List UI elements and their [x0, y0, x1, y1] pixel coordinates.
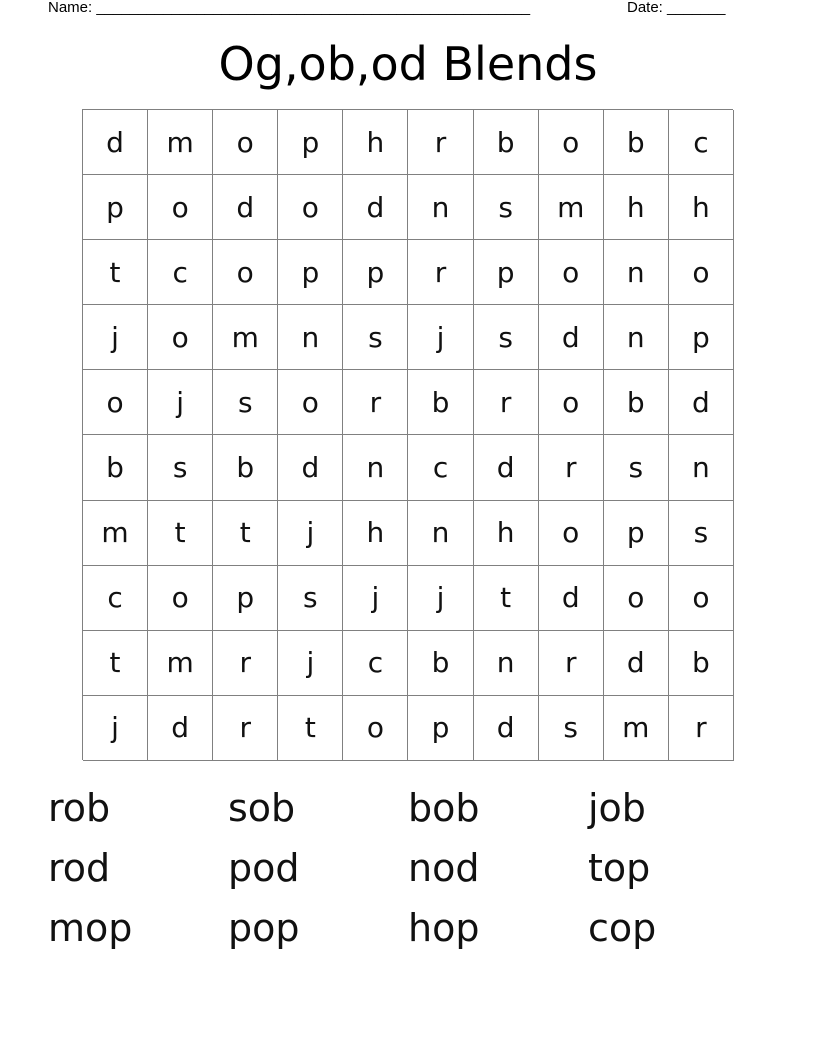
- grid-cell: o: [539, 110, 604, 175]
- grid-cell: t: [83, 240, 148, 305]
- grid-cell: n: [408, 501, 473, 566]
- grid-cell: p: [604, 501, 669, 566]
- grid-cell: b: [604, 110, 669, 175]
- grid-cell: t: [213, 501, 278, 566]
- grid-cell: d: [604, 631, 669, 696]
- grid-cell: p: [278, 240, 343, 305]
- grid-cell: o: [604, 566, 669, 631]
- grid-cell: t: [278, 696, 343, 761]
- grid-cell: s: [148, 435, 213, 500]
- grid-cell: r: [669, 696, 734, 761]
- grid-cell: d: [148, 696, 213, 761]
- grid-cell: p: [408, 696, 473, 761]
- grid-cell: j: [278, 501, 343, 566]
- grid-cell: j: [408, 305, 473, 370]
- grid-cell: s: [278, 566, 343, 631]
- grid-cell: p: [669, 305, 734, 370]
- grid-cell: c: [148, 240, 213, 305]
- grid-cell: o: [213, 110, 278, 175]
- grid-cell: o: [343, 696, 408, 761]
- date-field-label: Date: _______: [627, 0, 726, 16]
- grid-cell: d: [669, 370, 734, 435]
- grid-cell: c: [83, 566, 148, 631]
- name-field-label: Name: ____________________________________________________: [48, 0, 531, 16]
- grid-cell: r: [539, 435, 604, 500]
- word-list-item: nod: [408, 846, 480, 890]
- grid-cell: m: [539, 175, 604, 240]
- grid-cell: m: [148, 631, 213, 696]
- grid-cell: p: [213, 566, 278, 631]
- grid-cell: n: [343, 435, 408, 500]
- grid-cell: n: [669, 435, 734, 500]
- word-list-item: cop: [588, 906, 657, 950]
- grid-cell: n: [278, 305, 343, 370]
- grid-cell: o: [148, 305, 213, 370]
- grid-cell: s: [604, 435, 669, 500]
- grid-cell: o: [148, 566, 213, 631]
- grid-cell: n: [604, 240, 669, 305]
- grid-cell: t: [474, 566, 539, 631]
- grid-cell: p: [83, 175, 148, 240]
- grid-cell: d: [539, 305, 604, 370]
- page-title: Og,ob,od Blends: [218, 37, 598, 91]
- grid-cell: r: [474, 370, 539, 435]
- grid-cell: n: [604, 305, 669, 370]
- word-list-item: pod: [228, 846, 300, 890]
- grid-cell: j: [278, 631, 343, 696]
- grid-cell: o: [83, 370, 148, 435]
- grid-cell: r: [539, 631, 604, 696]
- word-list-item: hop: [408, 906, 480, 950]
- grid-cell: b: [408, 631, 473, 696]
- grid-cell: r: [408, 110, 473, 175]
- grid-cell: j: [343, 566, 408, 631]
- grid-cell: o: [278, 370, 343, 435]
- grid-cell: j: [83, 696, 148, 761]
- grid-cell: o: [148, 175, 213, 240]
- word-list: [48, 784, 768, 964]
- grid-cell: h: [669, 175, 734, 240]
- grid-cell: j: [83, 305, 148, 370]
- grid-cell: t: [148, 501, 213, 566]
- grid-cell: o: [539, 370, 604, 435]
- grid-cell: o: [213, 240, 278, 305]
- grid-cell: p: [343, 240, 408, 305]
- grid-cell: s: [474, 305, 539, 370]
- grid-cell: d: [474, 435, 539, 500]
- grid-cell: h: [343, 501, 408, 566]
- grid-cell: c: [408, 435, 473, 500]
- word-list-item: bob: [408, 786, 480, 830]
- word-list-item: job: [588, 786, 646, 830]
- grid-cell: b: [408, 370, 473, 435]
- grid-cell: r: [213, 696, 278, 761]
- grid-cell: d: [474, 696, 539, 761]
- word-list-item: pop: [228, 906, 300, 950]
- grid-cell: s: [213, 370, 278, 435]
- grid-cell: b: [474, 110, 539, 175]
- word-list-item: rob: [48, 786, 111, 830]
- word-list-item: rod: [48, 846, 111, 890]
- grid-cell: d: [213, 175, 278, 240]
- word-list-item: top: [588, 846, 651, 890]
- grid-cell: s: [343, 305, 408, 370]
- grid-cell: b: [604, 370, 669, 435]
- grid-cell: t: [83, 631, 148, 696]
- grid-cell: n: [474, 631, 539, 696]
- grid-cell: h: [343, 110, 408, 175]
- grid-cell: r: [408, 240, 473, 305]
- grid-cell: s: [474, 175, 539, 240]
- grid-cell: c: [669, 110, 734, 175]
- grid-cell: h: [604, 175, 669, 240]
- grid-cell: d: [278, 435, 343, 500]
- grid-cell: c: [343, 631, 408, 696]
- grid-cell: b: [213, 435, 278, 500]
- grid-cell: r: [343, 370, 408, 435]
- grid-cell: m: [83, 501, 148, 566]
- word-list-item: sob: [228, 786, 296, 830]
- grid-cell: n: [408, 175, 473, 240]
- grid-cell: r: [213, 631, 278, 696]
- grid-cell: d: [539, 566, 604, 631]
- grid-cell: o: [669, 566, 734, 631]
- grid-cell: p: [278, 110, 343, 175]
- grid-cell: d: [343, 175, 408, 240]
- grid-cell: o: [539, 501, 604, 566]
- grid-cell: o: [278, 175, 343, 240]
- grid-cell: s: [539, 696, 604, 761]
- grid-cell: m: [604, 696, 669, 761]
- grid-cell: j: [408, 566, 473, 631]
- word-search-grid: [82, 109, 733, 760]
- grid-cell: h: [474, 501, 539, 566]
- grid-cell: p: [474, 240, 539, 305]
- grid-cell: s: [669, 501, 734, 566]
- grid-cell: o: [539, 240, 604, 305]
- grid-cell: d: [83, 110, 148, 175]
- grid-cell: o: [669, 240, 734, 305]
- grid-cell: m: [148, 110, 213, 175]
- grid-cell: m: [213, 305, 278, 370]
- grid-cell: j: [148, 370, 213, 435]
- grid-cell: b: [83, 435, 148, 500]
- grid-cell: b: [669, 631, 734, 696]
- word-list-item: mop: [48, 906, 133, 950]
